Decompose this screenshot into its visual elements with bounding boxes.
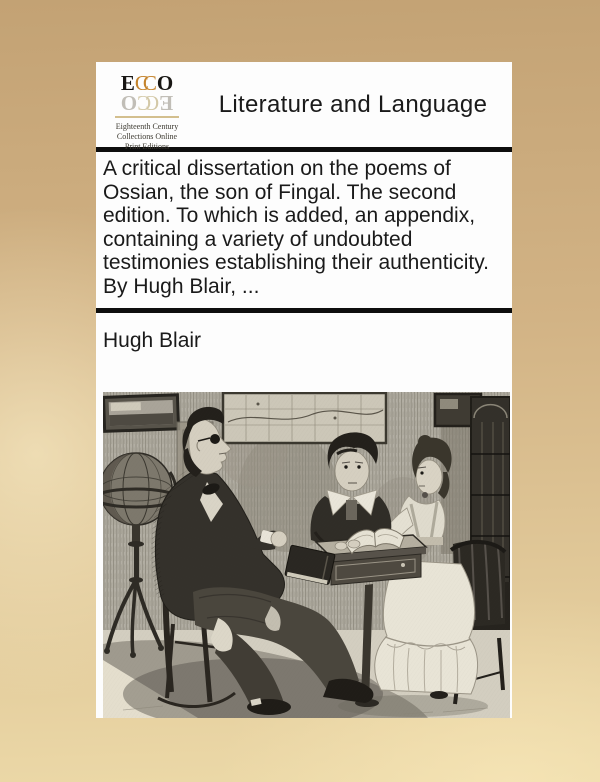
cover-illustration [96,392,512,718]
book-title: A critical dissertation on the poems of Ossian, the son of Fingal. The second edition. To which is added, an appendix, containing a variety of undoubted testimonies establishing their authenticity. By Hugh Blair, ... [103,157,489,298]
engraving-illustration [103,392,510,718]
cover-card [96,62,512,718]
ecco-wordmark: ECC O [120,71,174,95]
cover-header [96,62,512,151]
ecco-logo [96,62,198,151]
ecco-wordmark-reflection: ECCO [120,91,174,115]
book-author: Hugh Blair [103,329,202,352]
logo-line-1: Eighteenth Century [115,122,179,131]
logo-line-3: Print Editions [124,142,170,151]
logo-line-2: Collections Online [116,132,178,141]
series-title: Literature and Language [218,90,488,118]
engraving-texture [103,392,510,718]
logo-gold-rule [115,116,179,118]
